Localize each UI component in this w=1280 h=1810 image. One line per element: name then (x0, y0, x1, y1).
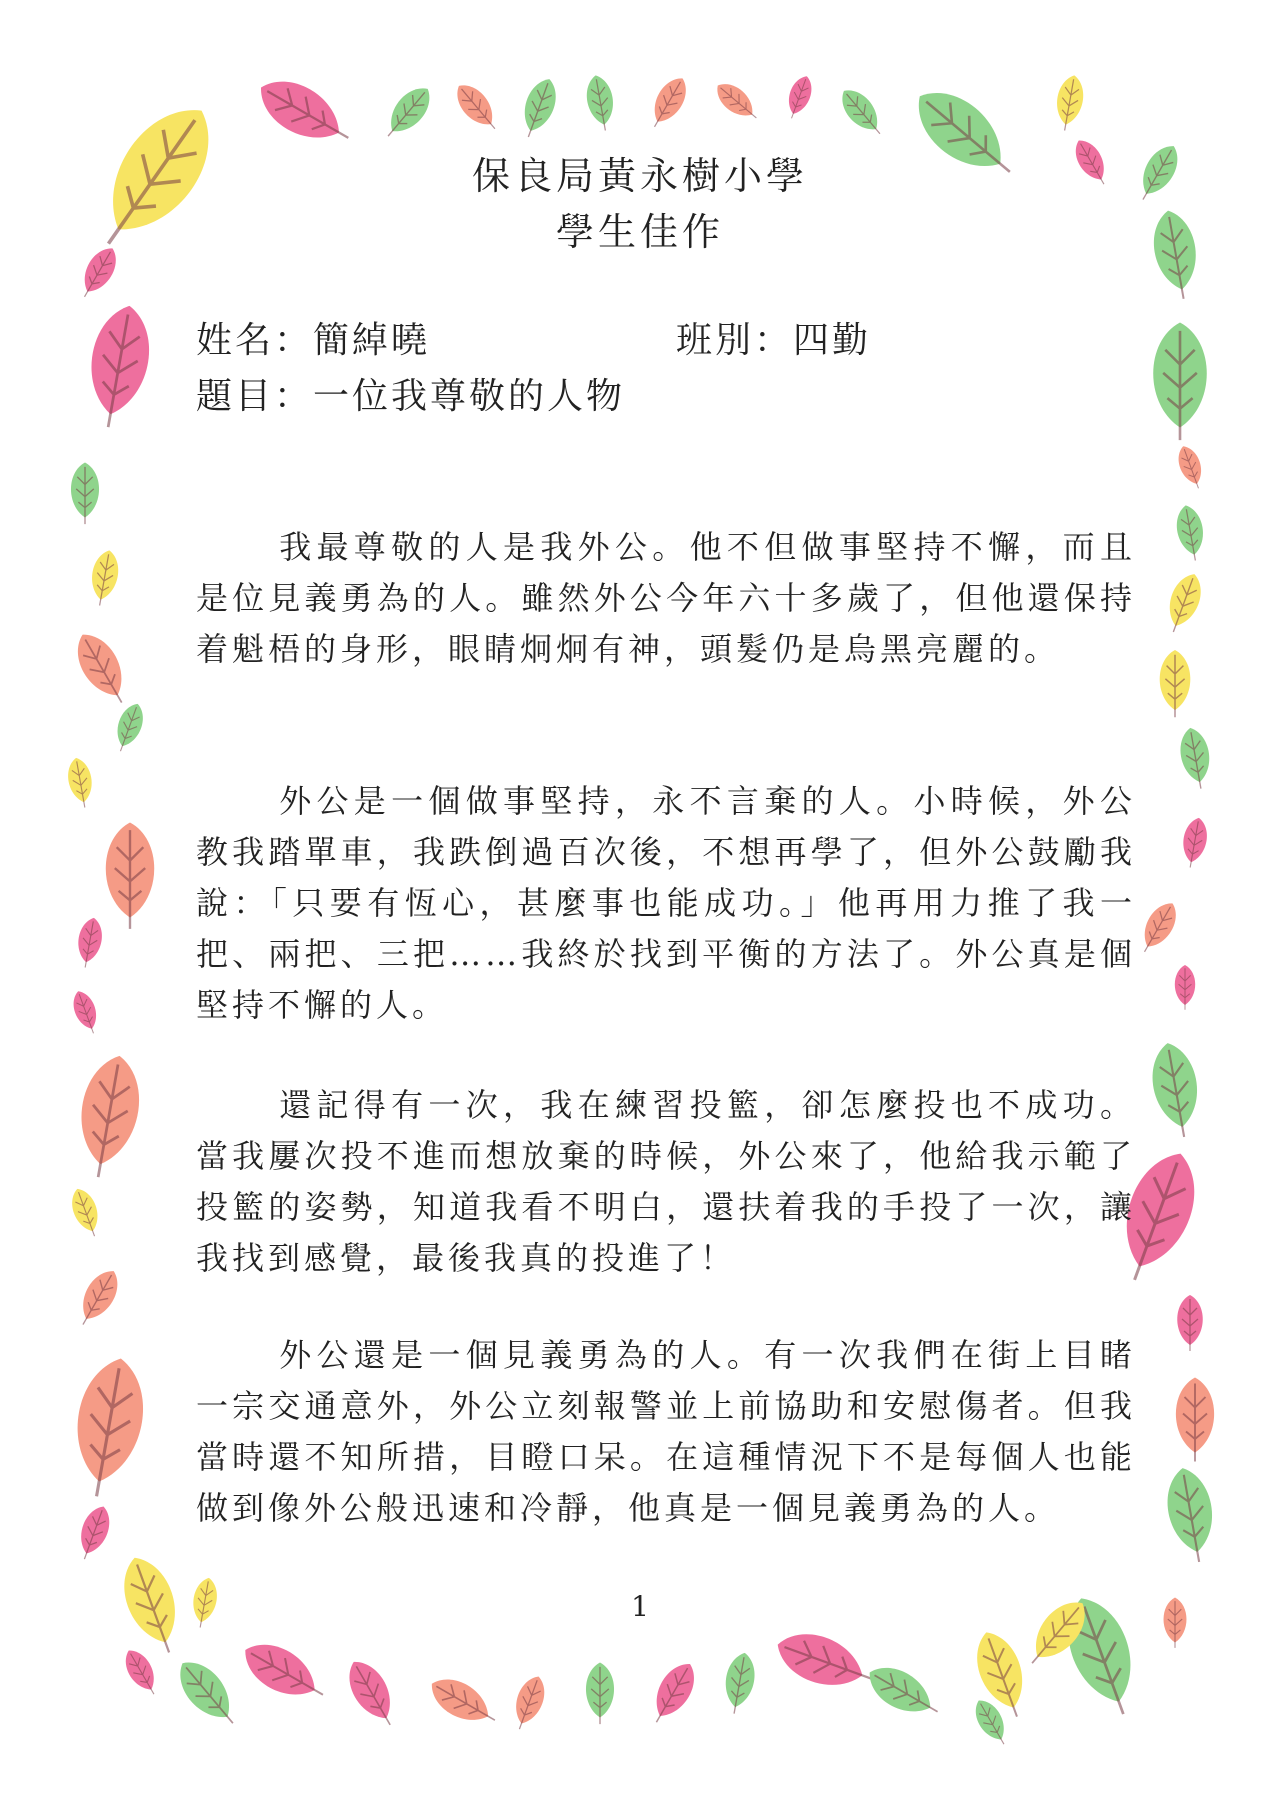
topic-value: 一位我尊敬的人物 (313, 376, 626, 417)
document-subtitle: 學生佳作 (555, 210, 724, 254)
paragraph-1: 我最尊敬的人是我外公。他不但做事堅持不懈，而且是位見義勇為的人。雖然外公今年六十多歲了，但他還保持着魁梧的身形，眼睛炯炯有神，頭髮仍是烏黑亮麗的。 (196, 528, 1136, 668)
name-line (196, 312, 430, 363)
school-name: 保良局黃永樹小學 (471, 154, 808, 198)
title-block (0, 148, 1280, 260)
name-value: 簡綽曉 (313, 320, 431, 361)
paragraph-3: 還記得有一次，我在練習投籃，卻怎麼投也不成功。當我屢次投不進而想放棄的時候，外公來了，他給我示範了投籃的姿勢，知道我看不明白，還扶着我的手投了一次，讓我找到感覺，最後我真的投進了！ (196, 1086, 1136, 1277)
class-label: 班別： (676, 320, 794, 361)
topic-label: 題目： (196, 376, 314, 417)
topic-line (196, 368, 625, 419)
class-value: 四勤 (793, 320, 872, 361)
name-label: 姓名： (196, 320, 314, 361)
class-line (676, 312, 871, 363)
paragraph-2: 外公是一個做事堅持，永不言棄的人。小時候，外公教我踏單車，我跌倒過百次後，不想再學了，但外公鼓勵我說：「只要有恆心，甚麼事也能成功。」他再用力推了我一把、兩把、三把……我終於找到平衡的方法了。外公真是個堅持不懈的人。 (196, 782, 1136, 1024)
page-number: 1 (631, 1590, 649, 1623)
paragraph-4: 外公還是一個見義勇為的人。有一次我們在街上目睹一宗交通意外，外公立刻報警並上前協助和安慰傷者。但我當時還不知所措，目瞪口呆。在這種情況下不是每個人也能做到像外公般迅速和冷靜，他真是一個見義勇為的人。 (196, 1336, 1136, 1527)
